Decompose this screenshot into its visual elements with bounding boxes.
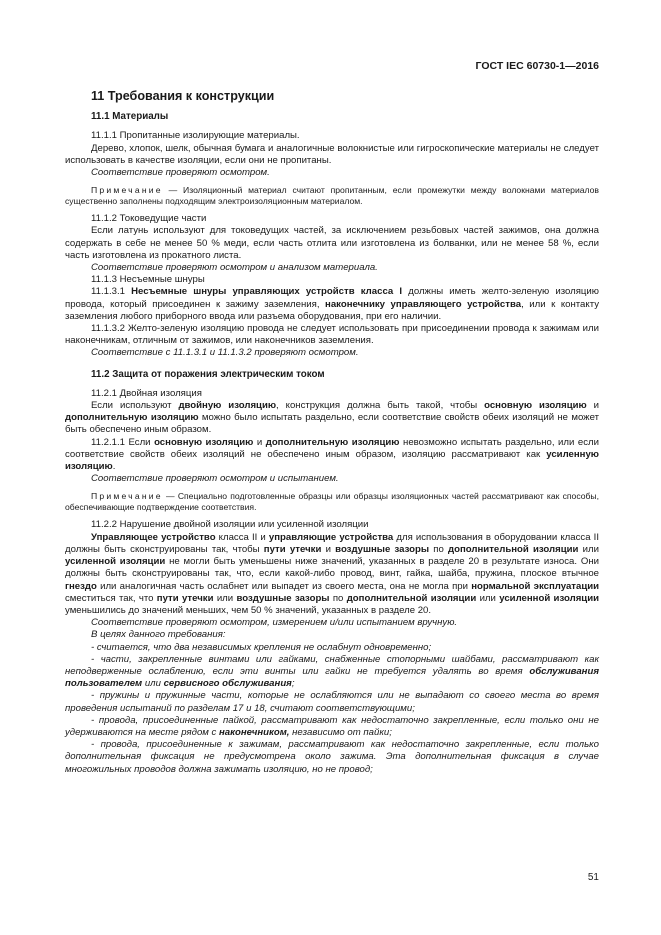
compliance-text: Соответствие проверяют осмотром.	[91, 167, 270, 179]
list-item: - провода, присоединенные к зажимам, рассматривают как недостаточно закрепленные, если только дополнительная фиксация не предусмотрена около зажима. Эта дополнительная фиксация в случае многожильных проводов должна зажимать изоляцию, но не провод;	[65, 739, 599, 775]
term-bold: двойную изоляцию	[178, 400, 277, 412]
text-run: или	[213, 592, 237, 604]
text-run: должны иметь желто-зеленую изоляцию провода, который присоединен к зажиму заземления,	[65, 286, 599, 310]
text-run: невозможно испытать раздельно, или если соответствие свойств обеих изоляций не обеспечено иным образом, изоляцию рассматривают как	[65, 436, 599, 460]
paragraph-brass: Если латунь используют для токоведущих частей, за исключением резьбовых частей зажимов, она должна содержать в себе не менее 50 % меди, если часть отлита или изготовлена из болванки, или не менее 58 %, если часть изготовлена из прокатного листа.	[65, 225, 599, 261]
heading-11-1: 11.1 Материалы	[91, 111, 169, 123]
text-run: класса II и	[215, 531, 269, 543]
term-bold: нормальной эксплуатации	[471, 580, 600, 592]
term-bold: усиленной изоляции	[499, 592, 599, 604]
compliance-text: Соответствие с 11.1.3.1 и 11.1.3.2 проверяют осмотром.	[91, 347, 359, 359]
term-bold: сервисного обслуживания	[163, 678, 292, 690]
text-run: уменьшились до значений меньших, чем 50 % значений, указанных в разделе 20.	[65, 604, 432, 616]
paragraph-class-ii-devices	[65, 532, 599, 617]
purposes-intro: В целях данного требования:	[91, 629, 226, 641]
text-run: и	[321, 543, 336, 555]
clause-11-1-1-title: 11.1.1 Пропитанные изолирующие материалы.	[91, 130, 300, 142]
clause-11-1-3-1	[65, 286, 599, 323]
term-bold: усиленной изоляции	[65, 556, 166, 568]
term-bold: основную изоляцию	[484, 400, 587, 412]
list-item: - пружины и пружинные части, которые не ослабляются или не выпадают со своего места во время проведения испытаний по разделам 17 и 18, считают соответствующими;	[65, 690, 599, 714]
heading-11-2: 11.2 Защита от поражения электрическим током	[91, 368, 325, 380]
term-bold: дополнительной изоляции	[346, 592, 477, 604]
text-run: и	[253, 436, 266, 448]
list-item: - считается, что два независимых крепления не ослабнут одновременно;	[91, 641, 432, 653]
text-run: сместиться так, что	[65, 592, 157, 604]
compliance-text: Соответствие проверяют осмотром и анализом материала.	[91, 262, 378, 274]
term-bold: воздушные зазоры	[236, 592, 330, 604]
text-run: Если используют	[91, 400, 179, 412]
text-run: или аналогичная часть ослабнет или выпадет из своего места, она не могла при	[96, 580, 472, 592]
text-run: - провода, присоединенные пайкой, рассматривают как недостаточно закрепленные, если только они не удерживаются на месте рядом с	[65, 714, 599, 738]
list-item	[65, 654, 599, 691]
text-run: не могли быть уменьшены ниже значений, указанных в разделе 20 в результате износа. Они должны быть сконструированы так, что, если какой-либо провод, винт, гайка, шайба, пружина, плоское втычное	[65, 556, 599, 580]
paragraph-wood: Дерево, хлопок, шелк, обычная бумага и аналогичные волокнистые или гигроскопические материалы не следует использовать в качестве изоляции, если они не пропитаны.	[65, 142, 599, 166]
text-run: или	[578, 543, 599, 555]
term-bold: Несъемные шнуры управляющих устройств класса I	[131, 286, 403, 298]
clause-11-2-1-1	[65, 437, 599, 474]
term-bold: воздушные зазоры	[335, 543, 430, 555]
term-bold: управляющие устройства	[268, 531, 394, 543]
term-bold: усиленную изоляцию	[65, 448, 599, 473]
text-run: и	[586, 400, 600, 412]
text-run: - части, закрепленные винтами или гайками, снабженные стопорными шайбами, рассматривают как неподверженные ослаблению, если эти винты или гайки не требуется удалять во время	[65, 653, 599, 677]
compliance-text: Соответствие проверяют осмотром и испытанием.	[91, 473, 339, 485]
note-label: Примечание	[91, 185, 163, 196]
text-run: , или к контакту заземления любого приборного ввода или разъема оборудования, при его наличии.	[65, 298, 599, 322]
section-title: 11 Требования к конструкции	[91, 89, 275, 103]
text-run: по	[429, 543, 449, 555]
text-run: ;	[291, 678, 295, 690]
clause-11-2-2-title: 11.2.2 Нарушение двойной изоляции или усиленной изоляции	[91, 519, 369, 531]
term-bold: основную изоляцию	[154, 436, 254, 448]
note-text: — Изоляционный материал считают пропитанным, если промежутки между волокнами материалов существенно заполнены подходящим электроизоляционным материалом.	[65, 185, 599, 207]
term-bold: пути утечки	[263, 543, 322, 555]
term-bold: Управляющее устройство	[91, 531, 216, 543]
text-run: или	[476, 592, 500, 604]
term-bold: дополнительной изоляции	[448, 543, 579, 555]
term-bold: гнездо	[65, 580, 97, 592]
paragraph-double-insulation	[65, 400, 599, 437]
standard-header: ГОСТ IEC 60730-1—2016	[475, 60, 599, 72]
compliance-text: Соответствие проверяют осмотром, измерением и/или испытанием вручную.	[91, 617, 458, 629]
text-run: 11.1.3.1	[91, 286, 132, 298]
text-run: по	[329, 592, 347, 604]
page-content	[65, 90, 599, 776]
list-item	[65, 715, 599, 739]
text-run: можно было испытать раздельно, если соответствие свойств обеих изоляций не может быть обеспечено иным образом.	[65, 412, 600, 436]
term-bold: наконечником,	[219, 726, 290, 738]
page-number: 51	[587, 872, 599, 883]
note-2	[65, 491, 599, 513]
clause-11-2-1-title: 11.2.1 Двойная изоляция	[91, 387, 202, 399]
note-label: Примечание	[91, 491, 163, 502]
note-text: — Специально подготовленные образцы или образцы изоляционных частей рассматривают как способы, обеспечивающие подтверждение соответствия.	[65, 491, 599, 513]
term-bold: дополнительную изоляцию	[65, 412, 199, 424]
clause-11-1-3-title: 11.1.3 Несъемные шнуры	[91, 274, 205, 286]
term-bold: обслуживания пользователем	[65, 665, 599, 690]
text-run: или	[142, 678, 164, 690]
text-run: 11.2.1.1 Если	[91, 436, 155, 448]
text-run: , конструкция должна быть такой, чтобы	[276, 400, 485, 412]
term-bold: пути утечки	[156, 592, 214, 604]
clause-11-1-2-title: 11.1.2 Токоведущие части	[91, 213, 207, 225]
text-run: .	[112, 461, 116, 473]
text-run: для использования в оборудовании класса II должны быть сконструированы так, чтобы	[65, 531, 599, 555]
clause-11-1-3-2: 11.1.3.2 Желто-зеленую изоляцию провода не следует использовать при присоединении провода к зажимам или наконечникам, отличным от зажимов, или наконечников заземления.	[65, 323, 599, 347]
text-run: независимо от пайки;	[289, 726, 392, 738]
term-bold: наконечнику управляющего устройства	[325, 298, 522, 310]
term-bold: дополнительную изоляцию	[265, 436, 400, 448]
note-1	[65, 185, 599, 207]
